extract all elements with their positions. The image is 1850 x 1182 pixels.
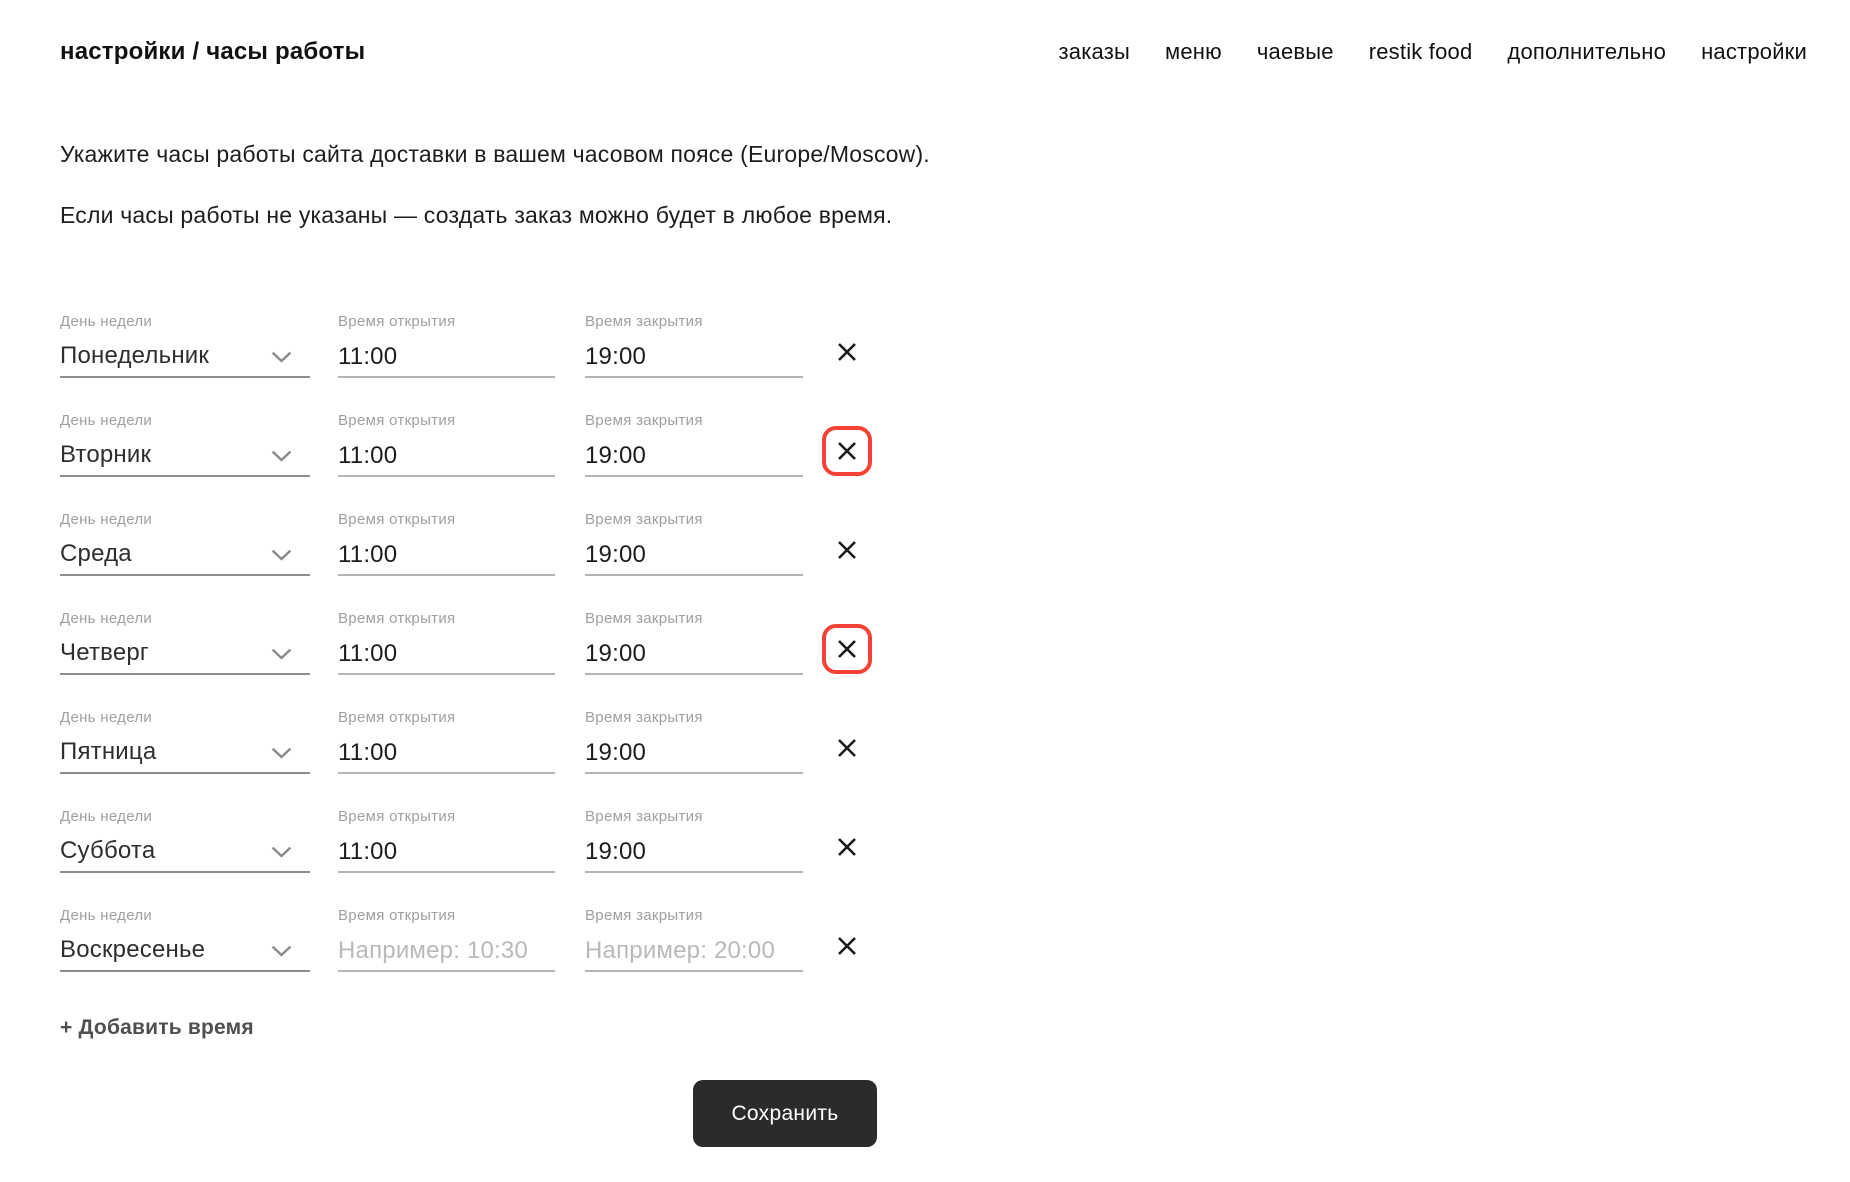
day-select-label: День недели <box>60 907 153 924</box>
close-icon <box>836 539 858 561</box>
close-time-field <box>585 704 803 774</box>
day-select[interactable] <box>60 902 310 972</box>
open-time-label: Время открытия <box>338 808 456 825</box>
remove-row-button[interactable] <box>822 426 872 476</box>
open-time-field <box>338 605 555 675</box>
open-time-input[interactable] <box>338 541 555 569</box>
schedule-row-sunday <box>60 902 920 1001</box>
open-time-field <box>338 506 555 576</box>
day-select-value: Суббота <box>60 837 156 864</box>
close-time-field <box>585 902 803 972</box>
nav-item-settings[interactable]: настройки <box>1701 39 1807 64</box>
day-select-label: День недели <box>60 808 153 825</box>
day-select-label: День недели <box>60 313 153 330</box>
close-time-label: Время закрытия <box>585 313 703 330</box>
close-time-field <box>585 605 803 675</box>
nav-item-menu[interactable]: меню <box>1165 39 1222 64</box>
remove-row-button[interactable] <box>822 624 872 674</box>
day-select-value: Понедельник <box>60 342 210 369</box>
open-time-label: Время открытия <box>338 511 456 528</box>
day-select-label: День недели <box>60 511 153 528</box>
day-select-value: Пятница <box>60 738 157 765</box>
remove-row-button[interactable] <box>822 723 872 773</box>
open-time-field <box>338 704 555 774</box>
close-icon <box>836 836 858 858</box>
open-time-input[interactable] <box>338 640 555 668</box>
intro-anytime-text: Если часы работы не указаны — создать заказ можно будет в любое время. <box>60 202 893 228</box>
remove-row-button[interactable] <box>822 822 872 872</box>
close-time-label: Время закрытия <box>585 610 703 627</box>
remove-row-button[interactable] <box>822 525 872 575</box>
open-time-label: Время открытия <box>338 610 456 627</box>
close-time-input[interactable] <box>585 442 803 470</box>
open-time-label: Время открытия <box>338 313 456 330</box>
open-time-label: Время открытия <box>338 907 456 924</box>
day-select[interactable] <box>60 308 310 378</box>
close-time-field <box>585 803 803 873</box>
day-select-label: День недели <box>60 610 153 627</box>
close-time-field <box>585 308 803 378</box>
chevron-down-icon <box>271 747 292 759</box>
day-select[interactable] <box>60 704 310 774</box>
remove-row-button[interactable] <box>822 921 872 971</box>
open-time-input[interactable] <box>338 442 555 470</box>
intro-timezone-text: Укажите часы работы сайта доставки в вашем часовом поясе (Europe/Moscow). <box>60 141 930 167</box>
close-time-input[interactable] <box>585 937 803 965</box>
open-time-input[interactable] <box>338 739 555 767</box>
nav-item-extra[interactable]: дополнительно <box>1507 39 1667 64</box>
day-select-value: Воскресенье <box>60 936 206 963</box>
close-time-input[interactable] <box>585 541 803 569</box>
chevron-down-icon <box>271 549 292 561</box>
chevron-down-icon <box>271 945 292 957</box>
open-time-input[interactable] <box>338 937 555 965</box>
open-time-field <box>338 902 555 972</box>
close-time-input[interactable] <box>585 640 803 668</box>
day-select-value: Среда <box>60 540 132 567</box>
nav-item-restik-food[interactable]: restik food <box>1368 39 1473 64</box>
close-time-label: Время закрытия <box>585 511 703 528</box>
open-time-field <box>338 803 555 873</box>
close-icon <box>836 935 858 957</box>
close-icon <box>836 737 858 759</box>
schedule-row-saturday <box>60 803 920 902</box>
close-time-input[interactable] <box>585 343 803 371</box>
day-select-value: Четверг <box>60 639 149 666</box>
save-button[interactable]: Сохранить <box>693 1080 877 1147</box>
top-nav <box>1059 39 1808 65</box>
add-time-button[interactable]: + Добавить время <box>60 1016 254 1039</box>
day-select[interactable] <box>60 605 310 675</box>
chevron-down-icon <box>271 450 292 462</box>
day-select[interactable] <box>60 407 310 477</box>
open-time-field <box>338 308 555 378</box>
day-select[interactable] <box>60 506 310 576</box>
close-icon <box>836 341 858 363</box>
schedule-row-tuesday <box>60 407 920 506</box>
chevron-down-icon <box>271 648 292 660</box>
page-title: настройки / часы работы <box>60 38 366 65</box>
close-time-label: Время закрытия <box>585 808 703 825</box>
chevron-down-icon <box>271 351 292 363</box>
schedule-row-wednesday <box>60 506 920 605</box>
schedule-row-monday <box>60 308 920 407</box>
close-time-label: Время закрытия <box>585 412 703 429</box>
chevron-down-icon <box>271 846 292 858</box>
close-icon <box>836 440 858 462</box>
schedule-row-thursday <box>60 605 920 704</box>
open-time-input[interactable] <box>338 343 555 371</box>
open-time-label: Время открытия <box>338 709 456 726</box>
close-time-input[interactable] <box>585 739 803 767</box>
day-select-value: Вторник <box>60 441 152 468</box>
open-time-input[interactable] <box>338 838 555 866</box>
open-time-label: Время открытия <box>338 412 456 429</box>
nav-item-orders[interactable]: заказы <box>1058 39 1131 64</box>
schedule-row-friday <box>60 704 920 803</box>
close-time-label: Время закрытия <box>585 907 703 924</box>
day-select[interactable] <box>60 803 310 873</box>
open-time-field <box>338 407 555 477</box>
close-icon <box>836 638 858 660</box>
remove-row-button[interactable] <box>822 327 872 377</box>
close-time-label: Время закрытия <box>585 709 703 726</box>
day-select-label: День недели <box>60 412 153 429</box>
close-time-field <box>585 407 803 477</box>
close-time-field <box>585 506 803 576</box>
day-select-label: День недели <box>60 709 153 726</box>
schedule-rows <box>60 308 920 1001</box>
nav-item-tips[interactable]: чаевые <box>1256 39 1334 64</box>
close-time-input[interactable] <box>585 838 803 866</box>
